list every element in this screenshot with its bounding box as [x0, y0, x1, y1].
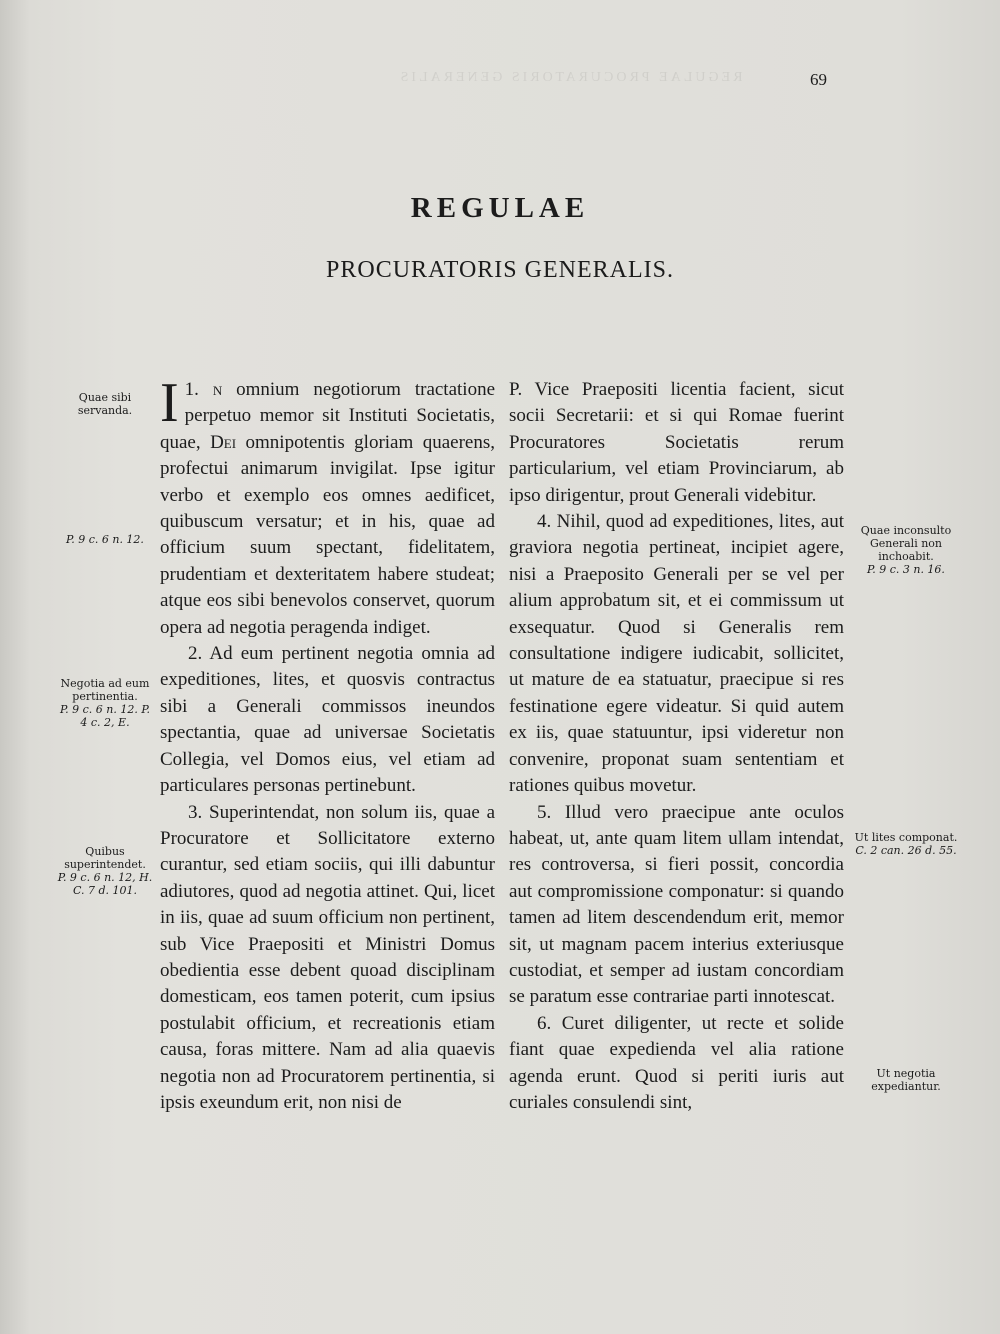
margin-note-3: Negotia ad eum pertinentia. P. 9 c. 6 n. 12. P. 4 c. 2, E. — [59, 677, 151, 729]
paragraph-text: omnium negotiorum tractatione perpetuo memor sit Instituti Societatis, quae, — [160, 379, 496, 453]
paragraph-3: 3. Superintendat, non solum iis, quae a Procuratore et Sollicitatore externo curantur, sed etiam sociis, qui illi dabuntur adiutores, quod ad negotia attinet. Qui, licet in iis, quae ad suum officium non pertinent, sub Vice Praepositi et Ministri Domus obedientia esse debent quoad disciplinam domesticam, eos tamen poterit, cum ipsius postulabit officium, et recreationis etiam causa, foras mittere. Nam ad alia quaevis negotia non ad Procuratorem pertinentia, si ipsis exeundum erit, non nisi de — [160, 801, 495, 1113]
right-text-column — [509, 377, 844, 1116]
paragraph-5: 5. Illud vero praecipue ante oculos habeat, ut, ante quam litem ullam intendat, res controversa, si fieri possit, concordia aut compromissione componatur: si quando tamen ad litem descendendum erit, memor sit, ut magnam pacem interius exteriusque custodiat, et semper ad iustam concordiam se paratum esse contrariae parti innotescat. — [509, 801, 844, 1008]
margin-note-2: P. 9 c. 6 n. 12. — [66, 533, 144, 546]
bleed-through-text: REGULAE PROCURATORIS GENERALIS — [397, 70, 743, 85]
page-number: 69 — [810, 70, 827, 89]
margin-note-7: Ut negotia expediantur. — [871, 1067, 941, 1093]
drop-cap: I — [160, 372, 179, 434]
dei-word: Dei — [210, 431, 237, 453]
paragraph-4: 4. Nihil, quod ad expeditiones, lites, aut graviora negotia pertineat, incipiet agere, nisi a Praeposito Generali per se vel per alium approbatum sit, et ei commissum ut exsequatur. Quod si Generalis rem consultatione indigere iudicabit, sollicitet, ut mature de ea statuatur, praecipue si res festinatione egere videatur. Si quid autem ex iis, quae statuuntur, ipsi videretur non convenire, proponat suam sententiam et rationes quibus movetur. — [509, 511, 844, 797]
page-title: REGULAE — [410, 192, 590, 224]
page-subtitle: PROCURATORIS GENERALIS. — [326, 257, 674, 283]
paragraph-text: omnipotentis gloriam quaerens, profectui animarum invigilat. Ipse igitur verbo et exemplo eos omnes aedificet, quibuscum versatur; et in his, quae ad officium suum spectant, fidelitatem, prudentiam et dexteritatem habere studeat; atque eos sibi benevolos conservet, quorum opera ad negotia peragenda indiget. — [160, 431, 495, 638]
margin-note-1: Quae sibi servanda. — [77, 391, 133, 417]
margin-note-4: Quibus superintendet. P. 9 c. 6 n. 12, H. C. 7 d. 101. — [57, 845, 153, 897]
paragraph-6: 6. Curet diligenter, ut recte et solide fiant quae expedienda vel alia ratione agenda erunt. Quod si periti iuris aut curiales consulendi sint, — [509, 1012, 844, 1113]
paragraph-3-continued: P. Vice Praepositi licentia facient, sicut socii Secretarii: et si qui Romae fuerint Procuratores Societatis rerum particularium, vel etiam Provinciarum, ab ipso dirigentur, prout Generali videbitur. — [509, 379, 844, 506]
left-text-column — [160, 372, 496, 1116]
lead-word: n — [212, 379, 223, 400]
margin-note-5: Quae inconsulto Generali non inchoabit. P. 9 c. 3 n. 16. — [860, 524, 952, 576]
paragraph-2: 2. Ad eum pertinent negotia omnia ad expeditiones, lites, et quosvis contractus sibi a Generali commissos ineundos spectantia, quae ad universae Societatis Collegia, vel Domos eius, vel etiam ad particulares personas pertinebunt. — [160, 643, 495, 797]
paragraph-1 — [160, 372, 496, 641]
paragraph-number: 1. — [184, 379, 199, 400]
margin-note-6: Ut lites componat. C. 2 can. 26 d. 55. — [854, 831, 958, 857]
